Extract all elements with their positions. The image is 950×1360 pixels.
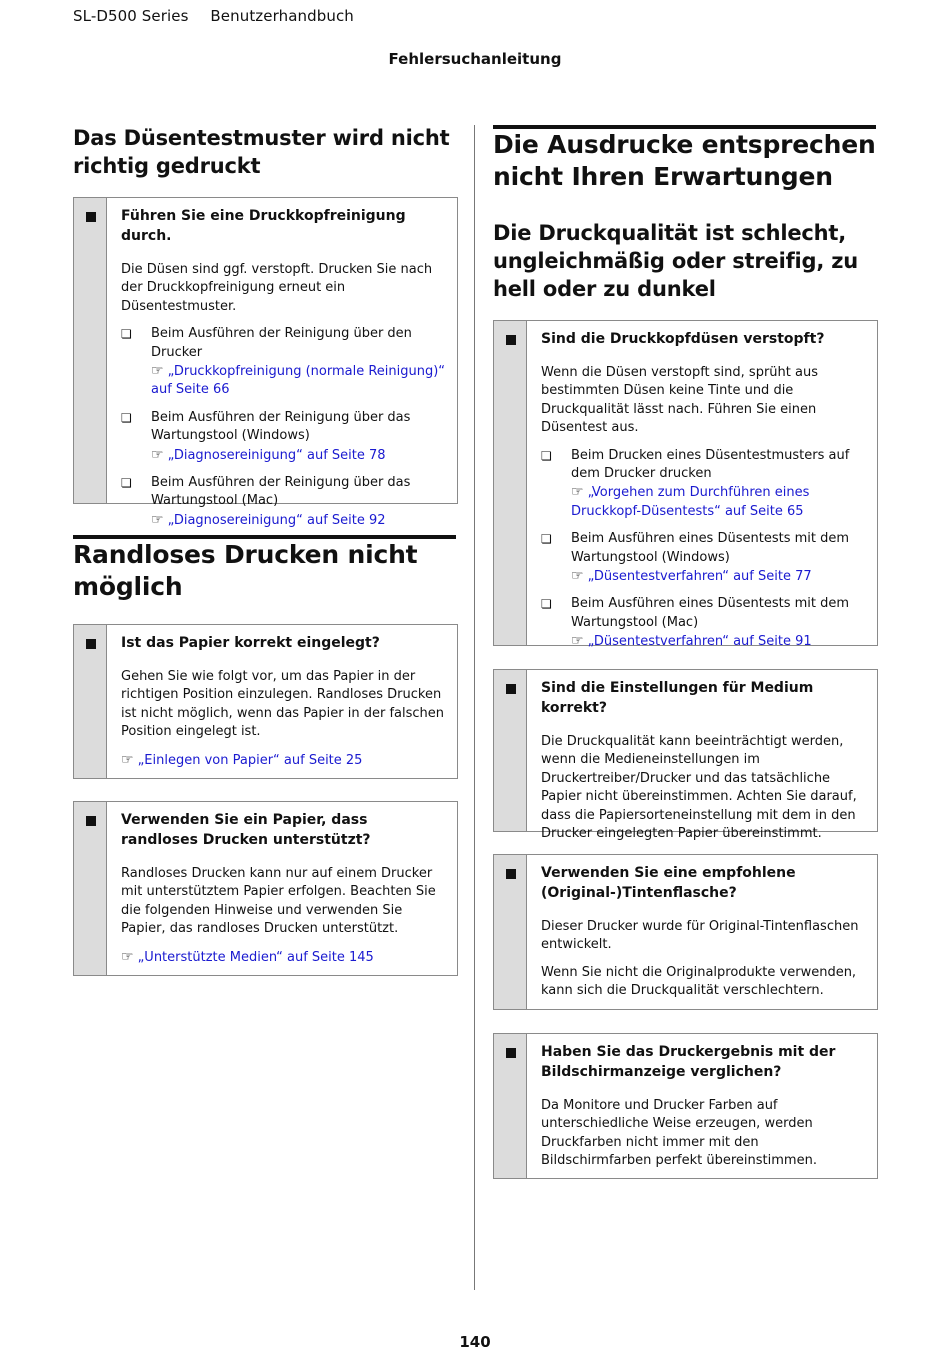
tip-question: Verwenden Sie ein Papier, dass randloses Drucken unterstützt?	[121, 812, 371, 848]
tip-text: Wenn Sie nicht die Originalprodukte verwenden, kann sich die Druckqualität verschlechtern.	[541, 964, 857, 999]
checkbox-icon: ❏	[121, 476, 132, 491]
tip-text: Randloses Drucken kann nur auf einem Drucker mit unterstütztem Papier erfolgen. Beachten Sie die folgenden Hinweise und verwenden Sie Papier, das randloses Drucken unterstützt.	[121, 866, 436, 937]
manual-title: Benutzerhandbuch	[210, 7, 354, 25]
tip-text: Wenn die Düsen verstopft sind, sprüht aus bestimmten Düsen keine Tinte und die Druckqualität lässt nach. Führen Sie einen Düsentest aus.	[541, 365, 818, 436]
black-square-icon	[506, 869, 516, 879]
running-header	[73, 7, 371, 25]
pointing-hand-icon: ☞	[151, 511, 164, 528]
tip-text: Gehen Sie wie folgt vor, um das Papier in der richtigen Position einzulegen. Randloses Drucken ist nicht möglich, wenn das Papier in der falschen Position eingelegt ist.	[121, 669, 445, 740]
pointing-hand-icon: ☞	[571, 484, 584, 501]
checkbox-icon: ❏	[121, 410, 132, 425]
pointing-hand-icon: ☞	[151, 446, 164, 463]
tip-box-ink-bottle	[493, 854, 878, 1010]
tip-text: Die Düsen sind ggf. verstopft. Drucken Sie nach der Druckkopfreinigung erneut ein Düsentestmuster.	[121, 262, 433, 314]
pointing-hand-icon: ☞	[121, 948, 134, 965]
pointing-hand-icon: ☞	[571, 568, 584, 585]
link-nozzle-check-windows[interactable]: „Düsentestverfahren“ auf Seite 77	[587, 569, 812, 585]
tip-question: Sind die Einstellungen für Medium korrekt?	[541, 680, 814, 716]
checkbox-icon: ❏	[121, 327, 132, 342]
black-square-icon	[506, 335, 516, 345]
list-item-text: Beim Drucken eines Düsentestmusters auf dem Drucker drucken	[571, 447, 850, 482]
tip-text: Dieser Drucker wurde für Original-Tintenflaschen entwickelt.	[541, 919, 859, 953]
tip-box-screen-comparison	[493, 1033, 878, 1179]
list-item-text: Beim Ausführen eines Düsentests mit dem Wartungstool (Mac)	[571, 596, 850, 630]
black-square-icon	[86, 639, 96, 649]
list-item-text: Beim Ausführen eines Düsentests mit dem Wartungstool (Windows)	[571, 531, 850, 565]
tip-question: Sind die Druckkopfdüsen verstopft?	[541, 331, 825, 347]
checkbox-icon: ❏	[541, 597, 552, 612]
tip-box-head-cleaning	[73, 197, 458, 528]
black-square-icon	[506, 1048, 516, 1058]
list-item	[541, 595, 867, 651]
tip-box-paper-loaded	[73, 624, 458, 779]
tip-box-borderless-paper	[73, 801, 458, 976]
heading-nozzle-pattern: Das Düsentestmuster wird nicht richtig gedruckt	[73, 126, 450, 178]
black-square-icon	[506, 684, 516, 694]
heading-print-quality: Die Druckqualität ist schlecht, ungleichmäßig oder streifig, zu hell oder zu dunkel	[493, 221, 859, 301]
heading-prints-not-expected: Die Ausdrucke entsprechen nicht Ihren Erwartungen	[493, 125, 876, 193]
tip-question: Führen Sie eine Druckkopfreinigung durch.	[121, 208, 406, 244]
list-item	[121, 474, 447, 530]
tip-box-nozzles-clogged	[493, 320, 878, 650]
section-title: Fehlersuchanleitung	[388, 50, 562, 68]
pointing-hand-icon: ☞	[151, 363, 164, 380]
link-supported-media[interactable]: „Unterstützte Medien“ auf Seite 145	[137, 949, 374, 965]
list-item-text: Beim Ausführen der Reinigung über das Wartungstool (Windows)	[151, 409, 411, 444]
black-square-icon	[86, 212, 96, 222]
tip-box-media-settings	[493, 669, 878, 842]
list-item	[541, 447, 867, 522]
tip-question: Haben Sie das Druckergebnis mit der Bildschirmanzeige verglichen?	[541, 1044, 836, 1080]
list-item-text: Beim Ausführen der Reinigung über den Drucker	[151, 326, 412, 360]
heading-borderless: Randloses Drucken nicht möglich	[73, 535, 456, 603]
list-item-text: Beim Ausführen der Reinigung über das Wartungstool (Mac)	[151, 475, 411, 509]
link-nozzle-check-procedure[interactable]: „Vorgehen zum Durchführen eines Druckkopf-Düsentests“ auf Seite 65	[571, 485, 810, 519]
link-nozzle-check-mac[interactable]: „Düsentestverfahren“ auf Seite 91	[587, 634, 812, 650]
black-square-icon	[86, 816, 96, 826]
list-item	[541, 530, 867, 586]
tip-text: Die Druckqualität kann beeinträchtigt werden, wenn die Medieneinstellungen im Druckertreiber/Drucker und das tatsächliche Papier nicht übereinstimmen. Achten Sie darauf, dass die Papiersorteneinstellung mit dem in den Drucker eingelegten Papier übereinstimmt.	[541, 734, 857, 842]
tip-question: Ist das Papier korrekt eingelegt?	[121, 635, 380, 651]
product-name: SL-D500 Series	[73, 7, 189, 25]
page-number: 140	[459, 1333, 491, 1351]
link-head-cleaning[interactable]: „Druckkopfreinigung (normale Reinigung)“ auf Seite 66	[151, 364, 446, 398]
link-diagnostic-cleaning-mac[interactable]: „Diagnosereinigung“ auf Seite 92	[167, 512, 386, 528]
link-loading-paper[interactable]: „Einlegen von Papier“ auf Seite 25	[137, 752, 363, 768]
list-item	[121, 409, 447, 465]
pointing-hand-icon: ☞	[121, 751, 134, 768]
link-diagnostic-cleaning-windows[interactable]: „Diagnosereinigung“ auf Seite 78	[167, 447, 386, 463]
pointing-hand-icon: ☞	[571, 633, 584, 650]
tip-question: Verwenden Sie eine empfohlene (Original-)Tintenflasche?	[541, 865, 796, 901]
list-item	[121, 325, 447, 400]
checkbox-icon: ❏	[541, 532, 552, 547]
column-divider	[474, 125, 475, 1290]
tip-text: Da Monitore und Drucker Farben auf unterschiedliche Weise erzeugen, werden Druckfarben nicht immer mit den Bildschirmfarben perfekt übereinstimmen.	[541, 1098, 817, 1169]
checkbox-icon: ❏	[541, 448, 552, 463]
